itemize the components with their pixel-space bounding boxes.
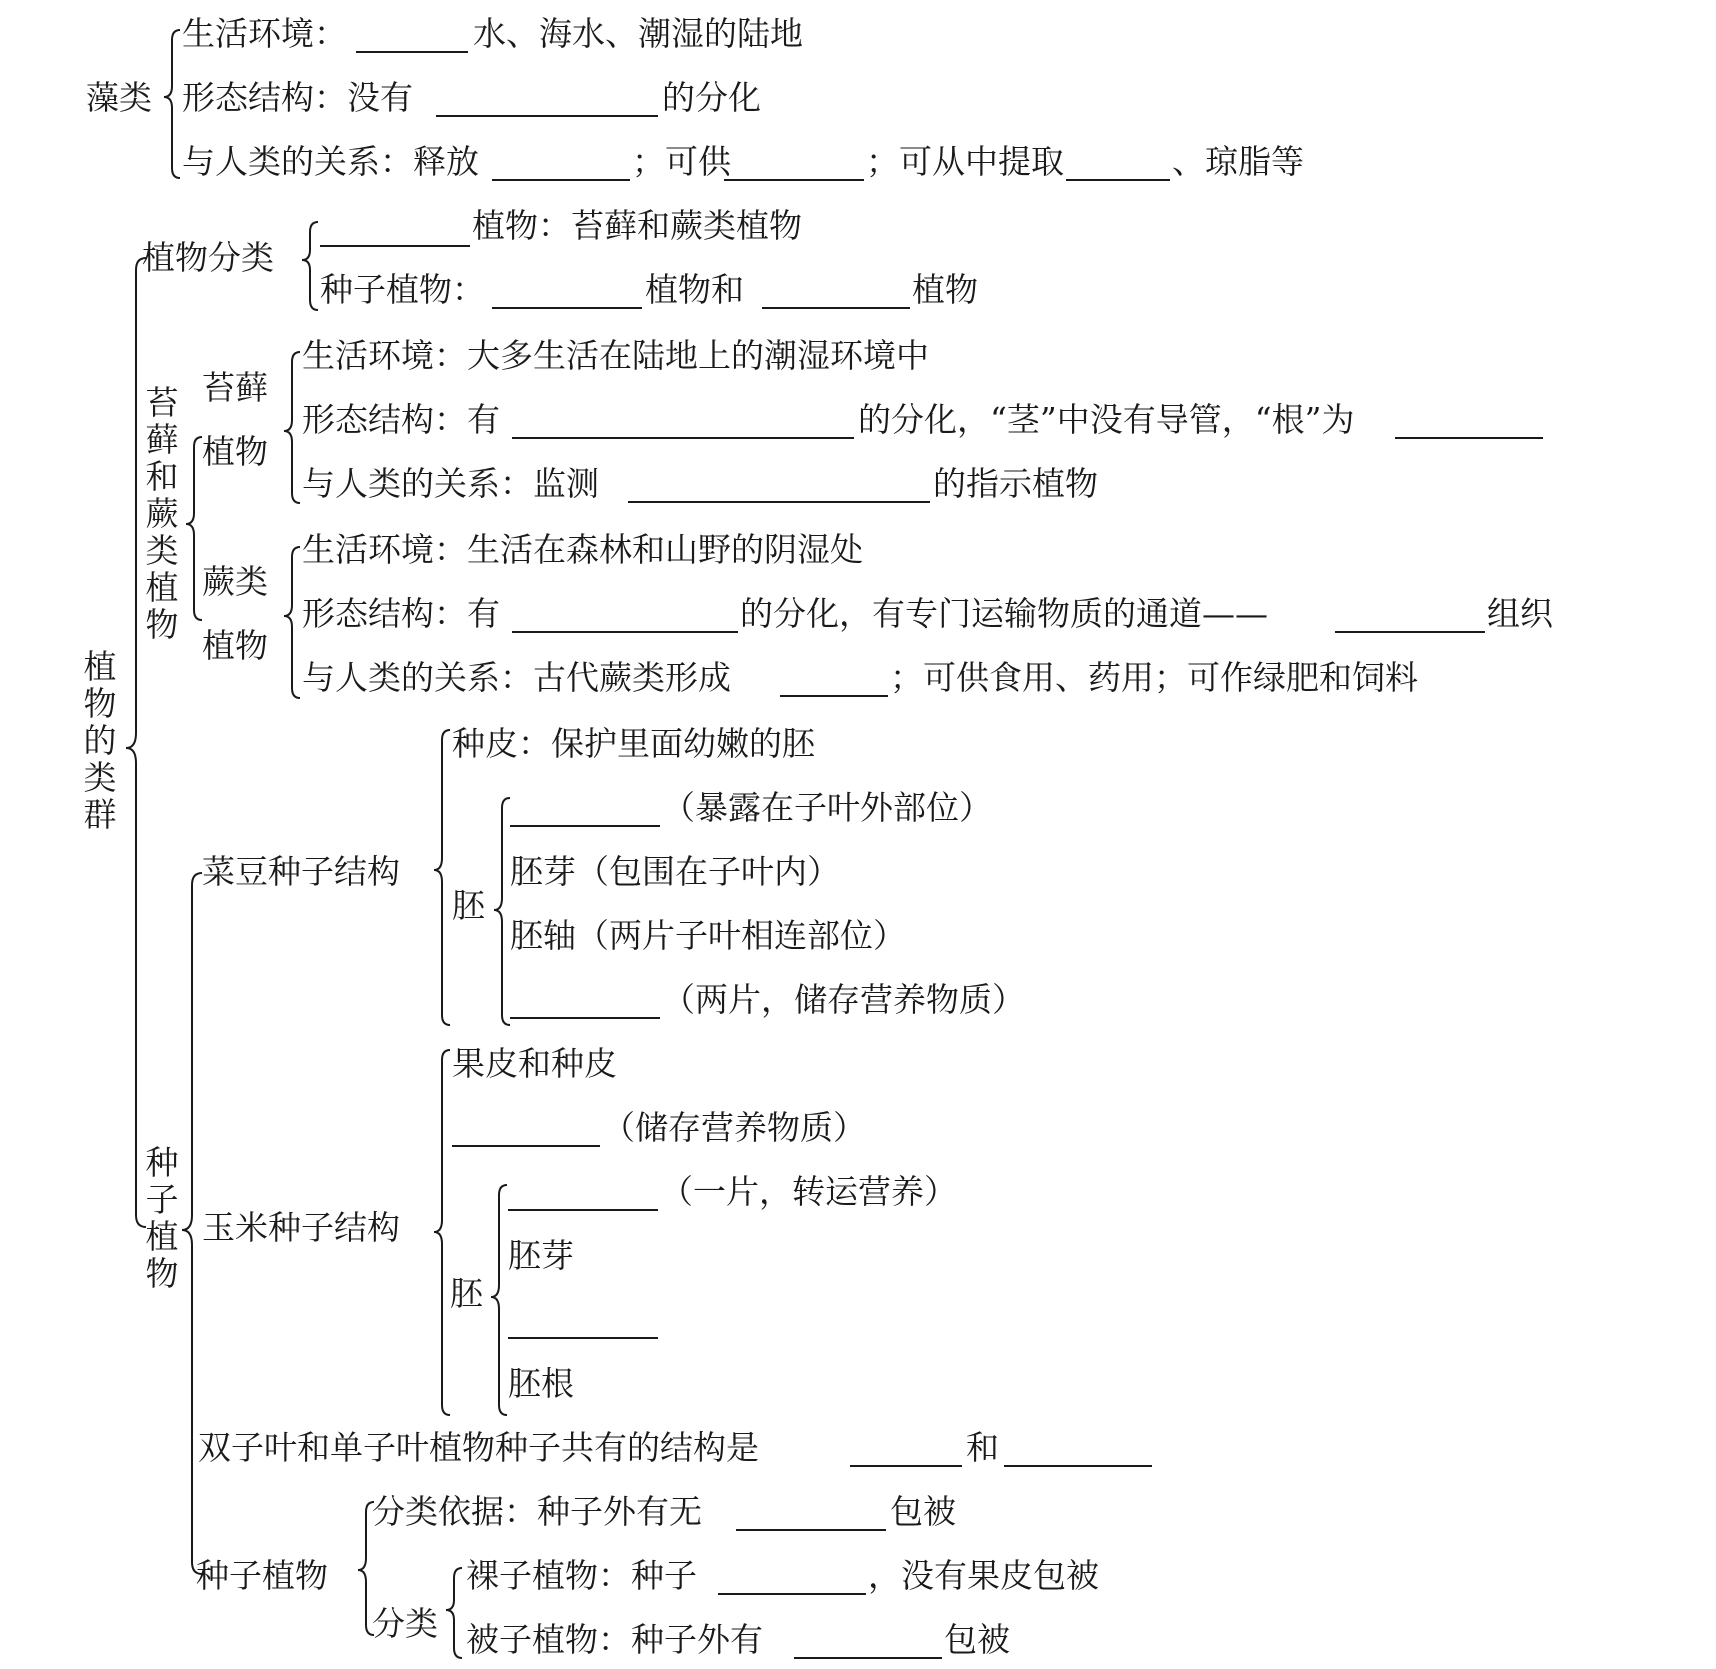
seed-cls-gymno-tail: ，没有果皮包被 — [868, 1556, 1099, 1595]
seed-cls-angio-tail: 包被 — [944, 1620, 1010, 1659]
seed-cls-basis: 分类依据：种子外有无 — [372, 1492, 702, 1531]
classification-seed-tail: 植物 — [912, 270, 978, 309]
moss-form: 形态结构：有 — [302, 400, 500, 439]
moss-form-blank-2[interactable] — [1395, 437, 1543, 439]
classification-label: 植物分类 — [142, 238, 274, 277]
algae-rel-4: 、琼脂等 — [1172, 142, 1304, 181]
classification-seed-mid: 植物和 — [645, 270, 744, 309]
moss-rel-blank[interactable] — [628, 501, 930, 503]
fern-form-mid: 的分化，有专门运输物质的通道—— — [740, 594, 1268, 633]
corn-e1: （一片，转运营养） — [660, 1172, 957, 1211]
brace-bean-embryo — [494, 798, 510, 1025]
seed-cls-cls-label: 分类 — [372, 1604, 438, 1643]
corn-coat: 果皮和种皮 — [452, 1044, 617, 1083]
algae-form-tail: 的分化 — [662, 78, 761, 117]
seed-cls-basis-tail: 包被 — [890, 1492, 956, 1531]
fern-rel: 与人类的关系：古代蕨类形成 — [302, 658, 731, 697]
bean-e1: （暴露在子叶外部位） — [662, 788, 992, 827]
seed-cls-basis-blank[interactable] — [736, 1529, 886, 1531]
bean-e1-blank[interactable] — [510, 825, 660, 827]
brace-fern — [284, 547, 300, 698]
moss-label-2: 植物 — [202, 432, 268, 471]
algae-rel-blank-1[interactable] — [492, 179, 630, 181]
fern-env: 生活环境：生活在森林和山野的阴湿处 — [302, 530, 863, 569]
corn-endo: （储存营养物质） — [602, 1108, 866, 1147]
fern-rel-tail: ；可供食用、药用；可作绿肥和饲料 — [890, 658, 1418, 697]
algae-form-blank[interactable] — [436, 115, 658, 117]
bean-embryo-label: 胚 — [452, 886, 485, 925]
moss-rel: 与人类的关系：监测 — [302, 464, 599, 503]
shared-text: 双子叶和单子叶植物种子共有的结构是 — [198, 1428, 759, 1467]
fern-form-tail: 组织 — [1487, 594, 1553, 633]
algae-rel-3: ；可从中提取 — [866, 142, 1064, 181]
algae-rel-blank-3[interactable] — [1066, 179, 1170, 181]
brace-moss — [284, 352, 300, 503]
moss-fern-label: 苔藓和蕨类植物 — [145, 383, 179, 644]
classification-spore-blank[interactable] — [320, 245, 470, 247]
seed-cls-gymno-blank[interactable] — [718, 1593, 866, 1595]
shared-mid: 和 — [966, 1428, 999, 1467]
classification-seed: 种子植物： — [320, 270, 485, 309]
corn-embryo-label: 胚 — [450, 1274, 483, 1313]
corn-endo-blank[interactable] — [452, 1145, 600, 1147]
bean-coat: 种皮：保护里面幼嫩的胚 — [452, 724, 815, 763]
corn-e3-blank[interactable] — [508, 1337, 658, 1339]
fern-rel-blank[interactable] — [780, 695, 888, 697]
algae-env-label: 生活环境： — [182, 14, 347, 53]
seed-cls-label: 种子植物 — [196, 1556, 328, 1595]
algae-rel-blank-2[interactable] — [724, 179, 864, 181]
brace-corn — [434, 1050, 450, 1415]
corn-e4: 胚根 — [508, 1364, 574, 1403]
seed-plants-label: 种子植物 — [145, 1143, 179, 1293]
bean-e4: （两片，储存营养物质） — [662, 980, 1025, 1019]
moss-label-1: 苔藓 — [202, 368, 268, 407]
seed-cls-angio: 被子植物：种子外有 — [466, 1620, 763, 1659]
corn-e1-blank[interactable] — [508, 1209, 658, 1211]
algae-rel: 与人类的关系：释放 — [182, 142, 479, 181]
fern-label-2: 植物 — [202, 626, 268, 665]
classification-spore-tail: 植物：苔藓和蕨类植物 — [472, 206, 802, 245]
seed-cls-gymno: 裸子植物：种子 — [466, 1556, 697, 1595]
seed-cls-angio-blank[interactable] — [794, 1657, 942, 1659]
classification-seed-blank-2[interactable] — [762, 307, 910, 309]
fern-form: 形态结构：有 — [302, 594, 500, 633]
moss-form-blank-1[interactable] — [512, 437, 854, 439]
moss-form-mid: 的分化，“茎”中没有导管，“根”为 — [858, 400, 1355, 439]
brace-bean — [434, 730, 450, 1025]
shared-blank-2[interactable] — [1004, 1465, 1152, 1467]
fern-form-blank-1[interactable] — [512, 631, 738, 633]
algae-rel-2: ；可供 — [632, 142, 731, 181]
algae-env-tail: 水、海水、潮湿的陆地 — [473, 14, 803, 53]
bean-e2: 胚芽（包围在子叶内） — [510, 852, 840, 891]
bean-label: 菜豆种子结构 — [202, 852, 400, 891]
fern-form-blank-2[interactable] — [1335, 631, 1485, 633]
corn-e2: 胚芽 — [508, 1236, 574, 1275]
brace-classification — [302, 222, 318, 310]
brace-cls — [446, 1568, 462, 1658]
bean-e4-blank[interactable] — [510, 1017, 660, 1019]
brace-algae — [164, 30, 180, 178]
algae-label: 藻类 — [86, 78, 152, 117]
brace-moss-fern — [186, 437, 202, 620]
corn-label: 玉米种子结构 — [202, 1208, 400, 1247]
moss-env: 生活环境：大多生活在陆地上的潮湿环境中 — [302, 336, 929, 375]
root-label: 植物的类群 — [83, 647, 117, 834]
classification-seed-blank-1[interactable] — [492, 307, 642, 309]
shared-blank-1[interactable] — [850, 1465, 962, 1467]
algae-form: 形态结构：没有 — [182, 78, 413, 117]
algae-env-blank[interactable] — [356, 51, 468, 53]
moss-rel-tail: 的指示植物 — [933, 464, 1098, 503]
brace-corn-embryo — [491, 1185, 507, 1415]
fern-label-1: 蕨类 — [202, 562, 268, 601]
bean-e3: 胚轴（两片子叶相连部位） — [510, 916, 906, 955]
brace-seed-plants — [182, 873, 202, 1574]
